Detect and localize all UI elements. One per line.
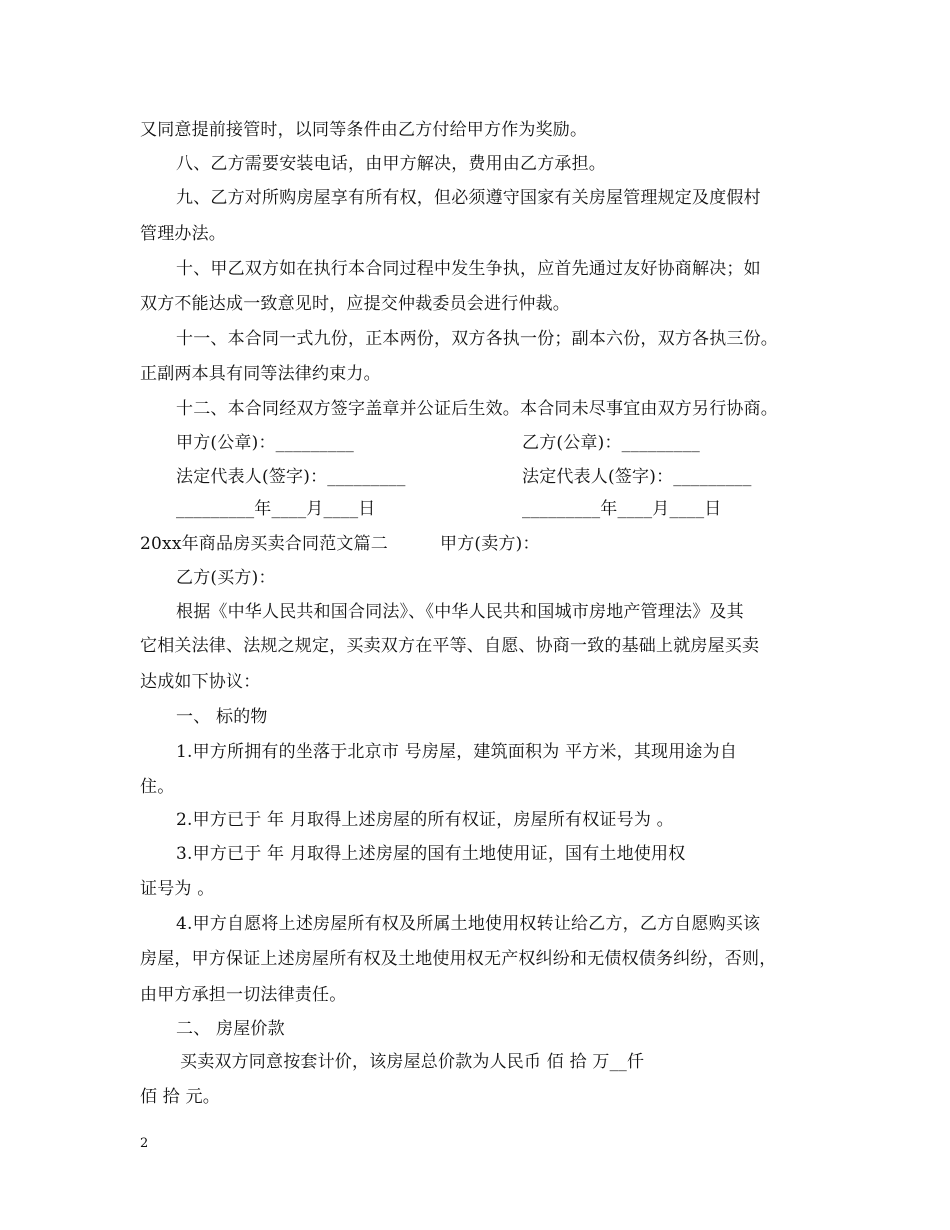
text-line: 1.甲方所拥有的坐落于北京市 号房屋，建筑面积为 平方米，其现用途为自 — [176, 742, 738, 762]
text-line: 佰 拾 元。 — [140, 1087, 221, 1107]
signature-party-a-date: _________年____月____日 — [176, 499, 376, 519]
signature-party-b-seal: 乙方(公章)：_________ — [522, 433, 700, 453]
signature-party-b-rep: 法定代表人(签字)：_________ — [522, 467, 752, 487]
text-line: 十二、本合同经双方签字盖章并公证后生效。本合同未尽事宜由双方另行协商。 — [176, 399, 778, 419]
party-a-label: 甲方(卖方)： — [440, 534, 540, 554]
text-line: 由甲方承担一切法律责任。 — [140, 985, 347, 1005]
text-line: 达成如下协议： — [140, 672, 261, 692]
text-line: 八、乙方需要安装电话，由甲方解决，费用由乙方承担。 — [176, 154, 606, 174]
text-line: 十、甲乙双方如在执行本合同过程中发生争执，应首先通过友好协商解决；如 — [176, 259, 761, 279]
text-line: 根据《中华人民共和国合同法》、《中华人民共和国城市房地产管理法》及其 — [176, 602, 744, 622]
page-number: 2 — [140, 1136, 149, 1151]
text-line: 又同意提前接管时，以同等条件由乙方付给甲方作为奖励。 — [140, 120, 588, 140]
clause-heading: 二、 房屋价款 — [176, 1019, 285, 1039]
text-line: 十一、本合同一式九份，正本两份，双方各执一份；副本六份，双方各执三份。 — [176, 329, 778, 349]
party-b-label: 乙方(买方)： — [176, 568, 276, 588]
text-line: 3.甲方已于 年 月取得上述房屋的国有土地使用证，国有土地使用权 — [176, 844, 686, 864]
text-line: 正副两本具有同等法律约束力。 — [140, 364, 381, 384]
text-line: 双方不能达成一致意见时，应提交仲裁委员会进行仲裁。 — [140, 294, 570, 314]
section-title: 20xx年商品房买卖合同范文篇二 — [140, 534, 389, 554]
signature-party-b-date: _________年____月____日 — [522, 499, 722, 519]
text-line: 它相关法律、法规之规定，买卖双方在平等、自愿、协商一致的基础上就房屋买卖 — [140, 636, 760, 656]
clause-heading: 一、 标的物 — [176, 707, 268, 727]
text-line: 买卖双方同意按套计价，该房屋总价款为人民币 佰 拾 万__仟 — [180, 1052, 645, 1072]
signature-party-a-seal: 甲方(公章)：_________ — [176, 433, 354, 453]
text-line: 房屋，甲方保证上述房屋所有权及土地使用权无产权纠纷和无债权债务纠纷，否则， — [140, 949, 777, 969]
text-line: 管理办法。 — [140, 224, 226, 244]
text-line: 证号为 。 — [140, 879, 215, 899]
text-line: 九、乙方对所购房屋享有所有权，但必须遵守国家有关房屋管理规定及度假村 — [176, 188, 761, 208]
text-line: 4.甲方自愿将上述房屋所有权及所属土地使用权转让给乙方，乙方自愿购买该 — [176, 914, 761, 934]
signature-party-a-rep: 法定代表人(签字)：_________ — [176, 467, 406, 487]
text-line: 2.甲方已于 年 月取得上述房屋的所有权证，房屋所有权证号为 。 — [176, 810, 674, 830]
text-line: 住。 — [140, 777, 175, 797]
